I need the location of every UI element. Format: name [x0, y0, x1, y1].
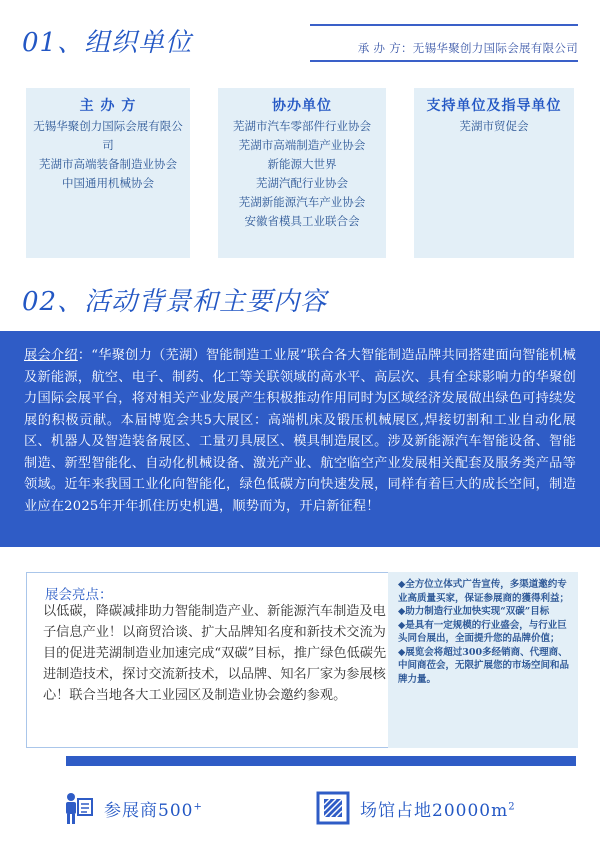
co-host-item: 芜湖市高端制造产业协会 — [238, 138, 366, 152]
highlights-text: 以低碳，降碳减排助力智能制造产业、新能源汽车制造及电子信息产业！以商贸洽谈、扩大品牌知名度和新技术交流为目的促进芜湖制造业加速完成“双碳”目标，推广绿色低碳先进制造技术，探讨交流新技术，以品牌、知名厂家为参展核心！联合当地各大工业园区及制造业协会邀约参观。 — [43, 604, 387, 703]
exhibitors-label: 参展商 — [104, 800, 158, 821]
section-title-background: 02、活动背景和主要内容 — [22, 287, 328, 317]
highlights-title: 展会亮点： — [45, 587, 113, 603]
support-item: 芜湖市贸促会 — [459, 119, 529, 133]
co-host-item: 芜湖汽配行业协会 — [256, 176, 348, 190]
co-host-item: 芜湖新能源汽车产业协会 — [238, 195, 366, 209]
host-item: 无锡华聚创力国际会展有限公司 — [33, 119, 183, 152]
exhibitors-stat-text — [104, 796, 203, 821]
intro-paragraph — [24, 345, 576, 517]
host-item: 芜湖市高端装备制造业协会 — [39, 157, 177, 171]
exhibitors-value: 500 — [158, 800, 194, 821]
bullet-item: ◆展览会将超过300多经销商、代理商、中间商莅会，无限扩展您的市场空间和品牌力量。 — [398, 646, 570, 685]
bullet-item: ◆是具有一定规模的行业盛会，与行业巨头同台展出，全面提升您的品牌价值； — [398, 619, 567, 644]
highlights-bullets — [388, 572, 578, 748]
venue-area-label: 场馆占地 — [360, 800, 432, 821]
host-unit-box — [26, 88, 190, 258]
venue-area-stat-text — [360, 796, 516, 821]
intro-label: 展会介绍 — [24, 348, 78, 363]
bullet-item: ◆全方位立体式广告宣传，多渠道邀约专业高质量买家，保证参展商的獲得利益； — [398, 579, 570, 604]
venue-area-suffix: 2 — [508, 800, 516, 812]
exhibitors-suffix: + — [193, 800, 203, 812]
venue-area-stat — [316, 790, 516, 826]
organizer-line: 承 办 方：无锡华聚创力国际会展有限公司 — [357, 41, 578, 55]
header-divider-top — [310, 24, 578, 26]
intro-panel — [0, 331, 600, 547]
support-unit-box — [414, 88, 574, 258]
co-host-item: 安徽省模具工业联合会 — [244, 214, 360, 228]
host-heading: 主 办 方 — [79, 98, 137, 114]
exhibitor-icon — [60, 791, 94, 825]
co-host-unit-box — [218, 88, 386, 258]
co-host-item: 芜湖市汽车零部件行业协会 — [233, 119, 371, 133]
section-title-organizers: 01、组织单位 — [22, 28, 193, 58]
venue-area-icon — [316, 791, 350, 825]
venue-area-value: 20000m — [432, 800, 509, 821]
intro-text: ：“华聚创力（芜湖）智能制造工业展”联合各大智能制造品牌共同搭建面向智能机械及新能源，航空、电子、制药、化工等关联领域的高水平、高层次、具有全球影响力的华聚创力国际会展平台，将对相关产业发展产生积极推动作用同时为区域经济发展做出绿色可持续发展的积极贡献。本届博览会共5大展区：高端机床及锻压机械展区,焊接切割和工业自动化展区、机器人及智造装备展区、工量刃具展区、模具制造展区。涉及新能源汽车智能设备、智能制造、新型智能化、自动化机械设备、激光产业、航空临空产业发展相关配套及服务类产品等领域。近年来我国工业化向智能化，绿色低碳方向快速发展，同样有着巨大的成长空间，制造业应在2025年开年抓住历史机遇，顺势而为，开启新征程！ — [24, 348, 576, 514]
co-host-item: 新能源大世界 — [267, 157, 337, 171]
support-heading: 支持单位及指导单位 — [426, 98, 562, 114]
exhibitors-stat — [60, 790, 203, 826]
footer-accent-bar — [66, 756, 576, 766]
bullet-item: ◆助力制造行业加快实现“双碳”目标 — [398, 606, 550, 617]
co-host-heading: 协办单位 — [272, 98, 332, 114]
header-divider-bottom — [310, 60, 578, 62]
host-item: 中国通用机械协会 — [62, 176, 154, 190]
